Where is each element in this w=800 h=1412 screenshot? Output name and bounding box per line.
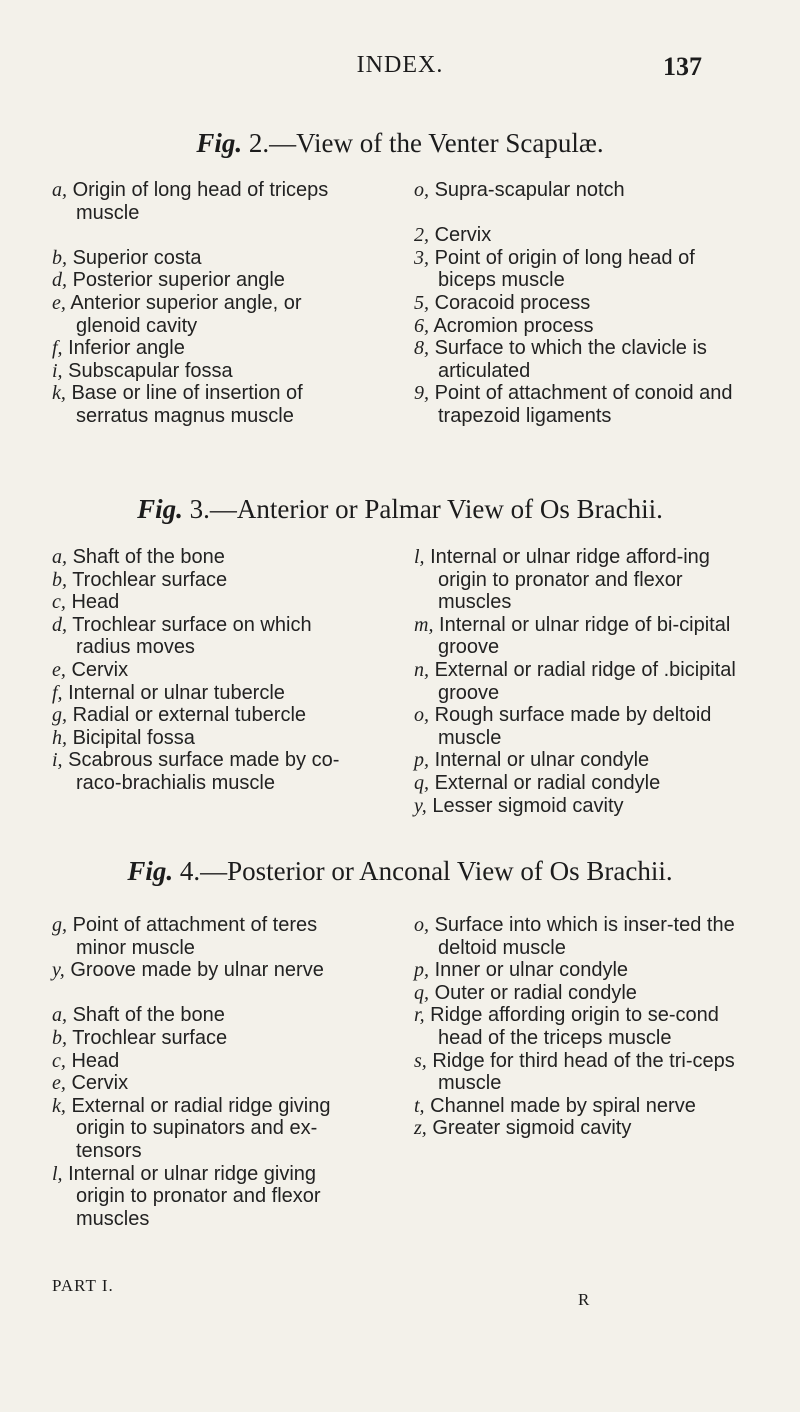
entry-key: h, xyxy=(52,726,67,749)
index-entry xyxy=(52,591,357,614)
fig2-left-column xyxy=(52,179,352,428)
index-entry xyxy=(414,546,744,614)
signature-mark: R xyxy=(578,1290,590,1309)
index-entry xyxy=(414,224,744,247)
entry-text: Anterior superior angle, or glenoid cavity xyxy=(70,291,302,337)
entry-text: Internal or ulnar tubercle xyxy=(68,681,285,704)
entry-text: Rough surface made by deltoid muscle xyxy=(434,704,712,749)
index-entry xyxy=(52,1095,350,1163)
entry-key: b, xyxy=(52,1026,67,1049)
entry-text: Head xyxy=(71,1049,120,1072)
running-title: INDEX. xyxy=(356,52,444,78)
entry-text: Point of origin of long head of biceps muscle xyxy=(434,246,695,292)
entry-key: e, xyxy=(52,291,66,314)
index-entry xyxy=(52,1004,350,1027)
index-entry xyxy=(52,292,352,337)
index-entry xyxy=(52,959,350,982)
fig4-label: Fig. xyxy=(127,856,174,886)
index-entry xyxy=(414,1117,744,1140)
index-entry xyxy=(52,749,357,794)
index-entry xyxy=(52,914,350,959)
entry-key: 8, xyxy=(414,337,429,360)
fig4-right-column xyxy=(414,914,744,1140)
entry-spacer xyxy=(52,224,352,247)
entry-key: b, xyxy=(52,246,67,269)
index-entry xyxy=(414,914,744,959)
fig2-heading xyxy=(0,128,800,159)
entry-text: Cervix xyxy=(434,224,492,247)
entry-key: r, xyxy=(414,1004,425,1027)
page-number: 137 xyxy=(663,52,702,81)
fig4-title: 4.—Posterior or Anconal View of Os Brachii. xyxy=(173,856,673,886)
entry-key: b, xyxy=(52,568,67,591)
index-entry xyxy=(414,795,744,818)
entry-text: External or radial ridge of .bicipital groove xyxy=(434,658,736,704)
index-entry xyxy=(52,337,352,360)
index-entry xyxy=(414,382,744,427)
entry-key: p, xyxy=(414,959,429,982)
entry-key: d, xyxy=(52,269,67,292)
entry-key: i, xyxy=(52,749,63,772)
entry-text: Bicipital fossa xyxy=(72,726,195,749)
entry-text: Point of attachment of teres minor muscle xyxy=(72,914,318,959)
index-entry xyxy=(414,772,744,795)
index-entry xyxy=(414,704,744,749)
entry-text: Trochlear surface on which radius moves xyxy=(72,613,312,659)
index-entry xyxy=(414,179,744,202)
entry-text: Coracoid process xyxy=(434,291,591,314)
index-entry xyxy=(52,659,357,682)
entry-key: k, xyxy=(52,382,66,405)
entry-key: z, xyxy=(414,1117,427,1140)
entry-key: f, xyxy=(52,681,63,704)
entry-text: Superior costa xyxy=(72,246,202,269)
entry-text: Base or line of insertion of serratus magnus muscle xyxy=(71,382,303,427)
entry-text: Internal or ulnar ridge of bi-cipital groove xyxy=(438,613,731,659)
entry-key: a, xyxy=(52,546,67,568)
index-entry xyxy=(414,337,744,382)
entry-key: k, xyxy=(52,1094,66,1117)
entry-key: m, xyxy=(414,613,434,636)
index-entry xyxy=(52,614,357,659)
entry-key: e, xyxy=(52,1072,66,1095)
index-entry xyxy=(414,292,744,315)
fig2-right-column xyxy=(414,179,744,428)
index-entry xyxy=(414,315,744,338)
index-entry xyxy=(414,959,744,982)
index-entry xyxy=(52,569,357,592)
entry-text: Surface to which the clavicle is articulated xyxy=(434,337,707,382)
fig2-label: Fig. xyxy=(196,128,243,158)
entry-key: o, xyxy=(414,179,429,201)
entry-text: Shaft of the bone xyxy=(72,1004,225,1027)
entry-key: q, xyxy=(414,771,429,794)
entry-text: Cervix xyxy=(71,658,129,681)
entry-key: f, xyxy=(52,337,63,360)
entry-key: p, xyxy=(414,749,429,772)
fig2-title: 2.—View of the Venter Scapulæ. xyxy=(242,128,604,158)
index-entry xyxy=(52,727,357,750)
entry-text: Internal or ulnar ridge afford-ing origin to pronator and flexor muscles xyxy=(430,546,710,614)
entry-text: Point of attachment of conoid and trapezoid ligaments xyxy=(434,382,733,427)
entry-text: Origin of long head of triceps muscle xyxy=(72,179,329,224)
index-entry xyxy=(52,1027,350,1050)
entry-key: a, xyxy=(52,179,67,201)
index-entry xyxy=(52,546,357,569)
entry-text: Ridge affording origin to se-cond head of the triceps muscle xyxy=(430,1004,719,1049)
entry-key: y, xyxy=(52,959,65,982)
fig3-left-column xyxy=(52,546,357,795)
fig3-title: 3.—Anterior or Palmar View of Os Brachii. xyxy=(182,494,663,524)
index-entry xyxy=(414,749,744,772)
entry-text: Outer or radial condyle xyxy=(434,981,637,1004)
entry-key: l, xyxy=(52,1162,63,1185)
entry-text: External or radial condyle xyxy=(434,771,661,794)
entry-key: o, xyxy=(414,704,429,727)
fig3-heading xyxy=(0,494,800,525)
entry-key: 9, xyxy=(414,382,429,405)
entry-text: Internal or ulnar condyle xyxy=(434,749,650,772)
entry-text: Posterior superior angle xyxy=(72,269,285,292)
entry-key: i, xyxy=(52,359,63,382)
index-entry xyxy=(414,982,744,1005)
entry-text: Subscapular fossa xyxy=(68,359,233,382)
entry-key: 3, xyxy=(414,246,429,269)
fig4-left-column xyxy=(52,914,350,1230)
entry-key: t, xyxy=(414,1094,425,1117)
index-entry xyxy=(414,1095,744,1118)
index-entry xyxy=(414,614,744,659)
entry-text: Trochlear surface xyxy=(72,568,228,591)
entry-key: e, xyxy=(52,658,66,681)
entry-text: Supra-scapular notch xyxy=(434,179,625,201)
entry-key: s, xyxy=(414,1049,427,1072)
entry-key: o, xyxy=(414,914,429,936)
entry-text: Inferior angle xyxy=(68,337,185,360)
index-entry xyxy=(52,179,352,224)
index-entry xyxy=(52,704,357,727)
entry-key: l, xyxy=(414,546,425,568)
page-header xyxy=(0,52,800,92)
entry-text: External or radial ridge giving origin to supinators and ex-tensors xyxy=(71,1094,331,1162)
entry-text: Surface into which is inser-ted the deltoid muscle xyxy=(434,914,735,959)
entry-key: 6, xyxy=(414,314,429,337)
index-entry xyxy=(414,1004,744,1049)
index-entry xyxy=(52,382,352,427)
entry-key: q, xyxy=(414,981,429,1004)
entry-spacer xyxy=(414,202,744,225)
index-entry xyxy=(52,1072,350,1095)
index-entry xyxy=(414,659,744,704)
entry-text: Greater sigmoid cavity xyxy=(432,1117,632,1140)
entry-text: Acromion process xyxy=(433,314,594,337)
index-entry xyxy=(52,1163,350,1231)
entry-text: Internal or ulnar ridge giving origin to pronator and flexor muscles xyxy=(68,1162,321,1230)
entry-spacer xyxy=(52,982,350,1005)
index-entry xyxy=(52,360,352,383)
index-entry xyxy=(52,1050,350,1073)
entry-key: 2, xyxy=(414,224,429,247)
entry-text: Radial or external tubercle xyxy=(72,704,307,727)
entry-text: Cervix xyxy=(71,1072,129,1095)
entry-key: 5, xyxy=(414,291,429,314)
entry-key: c, xyxy=(52,591,66,614)
entry-text: Channel made by spiral nerve xyxy=(430,1094,696,1117)
entry-text: Lesser sigmoid cavity xyxy=(432,794,624,817)
entry-key: g, xyxy=(52,704,67,727)
index-entry xyxy=(414,1050,744,1095)
fig3-label: Fig. xyxy=(137,494,183,524)
entry-key: y, xyxy=(414,794,427,817)
entry-text: Inner or ulnar condyle xyxy=(434,959,629,982)
entry-text: Shaft of the bone xyxy=(72,546,225,568)
index-entry xyxy=(52,247,352,270)
part-label: PART I. xyxy=(52,1276,114,1295)
fig4-heading xyxy=(0,856,800,887)
fig3-right-column xyxy=(414,546,744,817)
entry-key: a, xyxy=(52,1004,67,1027)
entry-text: Scabrous surface made by co-raco-brachialis muscle xyxy=(68,749,340,794)
entry-key: c, xyxy=(52,1049,66,1072)
index-entry xyxy=(52,269,352,292)
entry-text: Groove made by ulnar nerve xyxy=(70,959,324,982)
index-entry xyxy=(414,247,744,292)
entry-text: Trochlear surface xyxy=(72,1026,228,1049)
entry-text: Ridge for third head of the tri-ceps muscle xyxy=(432,1049,735,1095)
index-entry xyxy=(52,682,357,705)
entry-text: Head xyxy=(71,591,120,614)
entry-key: g, xyxy=(52,914,67,936)
entry-key: n, xyxy=(414,658,429,681)
entry-key: d, xyxy=(52,613,67,636)
